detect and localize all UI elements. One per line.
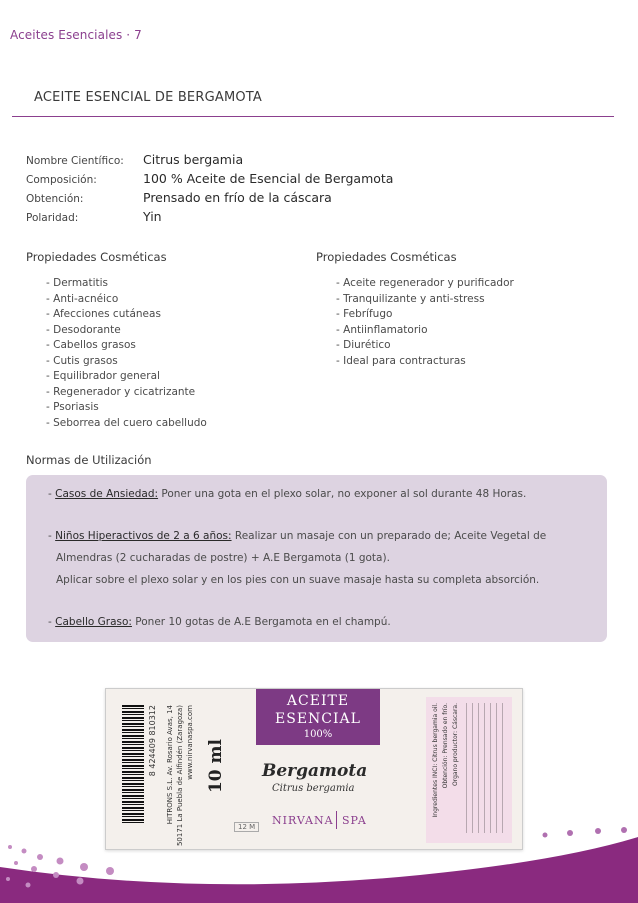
- usage-box: [26, 475, 607, 642]
- spec-label: Obtención:: [26, 193, 84, 205]
- ingredients-text: Obtención: Prensado en frío.: [442, 703, 449, 789]
- badge-line: ACEITE: [286, 693, 350, 709]
- company-address: 50171 La Puebla de Alfindén (Zaragoza): [176, 705, 184, 847]
- spec-value: 100 % Aceite de Esencial de Bergamota: [143, 171, 394, 186]
- usage-children: - Niños Hiperactivos de 2 a 6 años: Realizar un masaje con un preparado de; Aceite Vegetal de: [48, 530, 547, 542]
- list-item: - Anti-acnéico: [46, 293, 207, 309]
- usage-lead: Cabello Graso:: [55, 616, 132, 628]
- product-label: [105, 688, 523, 850]
- spec-value: Citrus bergamia: [143, 152, 244, 167]
- spec-row: [26, 152, 393, 171]
- title-divider: [12, 116, 614, 117]
- list-item: - Regenerador y cicatrizante: [46, 386, 207, 402]
- barcode: [122, 705, 144, 825]
- usage-text: Realizar un masaje con un preparado de; Aceite Vegetal de: [231, 530, 547, 542]
- header-title: Aceites Esenciales · 7: [10, 28, 142, 42]
- brand-name: SPA: [342, 814, 367, 827]
- usage-text: Almendras (2 cucharadas de postre) + A.E Bergamota (1 gota).: [56, 552, 390, 564]
- list-item: - Cutis grasos: [46, 355, 207, 371]
- spec-label: Nombre Científico:: [26, 155, 124, 167]
- list-item: - Psoriasis: [46, 401, 207, 417]
- spec-label: Composición:: [26, 174, 97, 186]
- list-item: - Dermatitis: [46, 277, 207, 293]
- usage-title: Normas de Utilización: [26, 453, 152, 467]
- usage-lead: Niños Hiperactivos de 2 a 6 años:: [55, 530, 232, 542]
- usage-text: Poner una gota en el plexo solar, no exponer al sol durante 48 Horas.: [158, 488, 527, 500]
- section-title: ACEITE ESENCIAL DE BERGAMOTA: [34, 90, 263, 105]
- usage-text: Aplicar sobre el plexo solar y en los pies con un suave masaje hasta su completa absorción.: [56, 574, 540, 586]
- spec-row: [26, 171, 393, 190]
- company-web: www.nirvanaspa.com: [186, 705, 194, 780]
- lot-badge: 12 M: [234, 822, 259, 832]
- list-item: - Afecciones cutáneas: [46, 308, 207, 324]
- label-badge: [256, 689, 380, 745]
- badge-line: ESENCIAL: [275, 711, 361, 727]
- spec-row: [26, 190, 393, 209]
- ingredients-text: Órgano productor: Cáscara.: [452, 703, 459, 787]
- usage-text: Poner 10 gotas de A.E Bergamota en el champú.: [131, 616, 391, 628]
- properties-right-list: [336, 277, 514, 370]
- spec-label: Polaridad:: [26, 212, 79, 224]
- specs-table: [26, 152, 393, 228]
- spec-value: Prensado en frío de la cáscara: [143, 190, 332, 205]
- company-name: HITRONS S.L. Av. Rosario Avas, 14: [166, 705, 174, 825]
- usage-lead: Casos de Ansiedad:: [55, 488, 159, 500]
- list-item: - Cabellos grasos: [46, 339, 207, 355]
- volume: 10 ml: [206, 739, 226, 794]
- list-item: - Desodorante: [46, 324, 207, 340]
- spec-row: [26, 209, 393, 228]
- properties-right-title: Propiedades Cosméticas: [316, 250, 457, 264]
- instructions-text-block: [466, 703, 506, 833]
- product-name: Bergamota: [262, 761, 368, 781]
- product-scientific-name: Citrus bergamia: [272, 783, 355, 794]
- properties-left-title: Propiedades Cosméticas: [26, 250, 167, 264]
- usage-anxiety: - Casos de Ansiedad: Poner una gota en el plexo solar, no exponer al sol durante 48 Horas.: [48, 488, 527, 500]
- badge-line: 100%: [303, 729, 333, 740]
- ingredients-panel: [426, 697, 512, 843]
- list-item: - Seborrea del cuero cabelludo: [46, 417, 207, 433]
- list-item: - Equilibrador general: [46, 370, 207, 386]
- list-item: - Ideal para contracturas: [336, 355, 514, 371]
- label-front: [246, 689, 366, 851]
- list-item: - Antiinflamatorio: [336, 324, 514, 340]
- usage-hair: - Cabello Graso: Poner 10 gotas de A.E Bergamota en el champú.: [48, 616, 391, 628]
- ingredients-text: Ingredientes INCI: Citrus bergamia oil.: [432, 703, 439, 818]
- list-item: - Aceite regenerador y purificador: [336, 277, 514, 293]
- list-item: - Tranquilizante y anti-stress: [336, 293, 514, 309]
- list-item: - Diurético: [336, 339, 514, 355]
- band-dots-right: [518, 827, 627, 839]
- brand-name: NIRVANA: [272, 814, 334, 827]
- list-item: - Febrífugo: [336, 308, 514, 324]
- barcode-panel: [114, 699, 232, 847]
- properties-left-list: [46, 277, 207, 432]
- spec-value: Yin: [143, 209, 162, 224]
- barcode-number: 8 424409 810312: [148, 705, 157, 777]
- brand-separator: [336, 811, 337, 829]
